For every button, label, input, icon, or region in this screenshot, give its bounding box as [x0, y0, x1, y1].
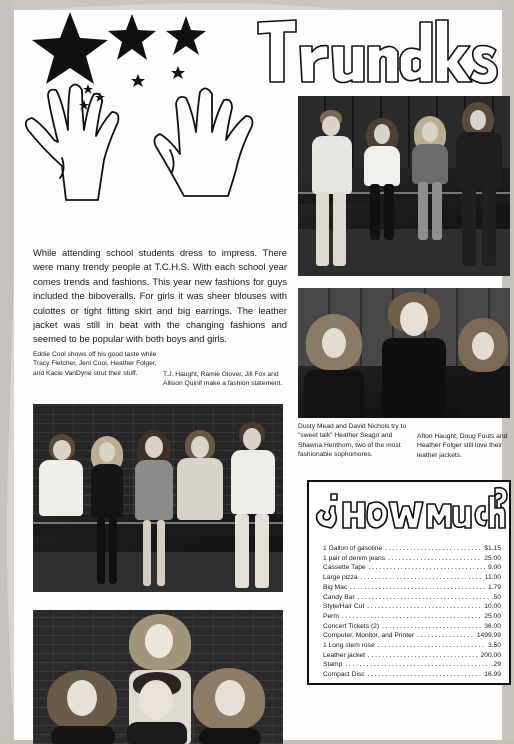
price-row: 1 Long stem rose ..... 3.50	[323, 641, 501, 651]
caption-dusty: Dusty Mead and David Nichols try to "sweet talk" Heather Seago and Shawna Henthorn, two of the most fashionable sophomores.	[298, 423, 407, 459]
caption-eddie: Eddie Cool shows off his good taste while Tracy Fletcher, Jeni Cool, Heather Folger, and Kacie VanDyne strut their stuff.	[33, 351, 157, 377]
price-row: Computer, Monitor, and Printer ..... 1499.99	[323, 631, 501, 641]
price-row: Large pizza ..... 11.00	[323, 573, 501, 583]
photo-middle-left	[33, 404, 283, 592]
photo-middle-right	[298, 288, 510, 418]
price-row: 1 pair of denim jeans ..... 25.00	[323, 554, 501, 564]
price-row: Leather jacket ..... 200.00	[323, 651, 501, 661]
caption-tj: T.J. Haught, Ramie Glover, Jill Fox and Allison Quinif make a fashion statement.	[163, 371, 283, 388]
photo-bottom-left	[33, 610, 283, 744]
price-row: Candy Bar ..... .50	[323, 593, 501, 603]
price-row: Cassette Tape ..... 9.00	[323, 563, 501, 573]
price-row: 1 Gallon of gasoline ..... $1.15	[323, 544, 501, 554]
how-much-title	[309, 482, 509, 538]
price-row: Big Mac ..... 1.79	[323, 583, 501, 593]
price-row: Style/Hair Cut ..... 10.00	[323, 602, 501, 612]
price-row: Stamp ..... .29	[323, 660, 501, 670]
price-row: Concert Tickets (2) ..... 36.00	[323, 622, 501, 632]
price-list	[323, 544, 501, 680]
how-much-box	[307, 480, 511, 685]
photo-top-right	[298, 96, 510, 276]
caption-afton: Afton Haught, Doug Fouts and Heather Folger still love their leather jackets.	[417, 433, 508, 459]
price-row: Compact Disc ..... 16.99	[323, 670, 501, 680]
body-paragraph: While attending school students dress to impress. There were many trendy people at T.C.H.S. With each school year comes trends and fashions. This year new fashions for guys included the biboveralls. For girls it was sheer blouses with culottes or tight fitting skirt and big earrings. The leather jacket was still in beat with the changing fashions and seemed to be popular with both boys and girls.	[33, 247, 287, 345]
price-row: Perm ..... 25.00	[323, 612, 501, 622]
